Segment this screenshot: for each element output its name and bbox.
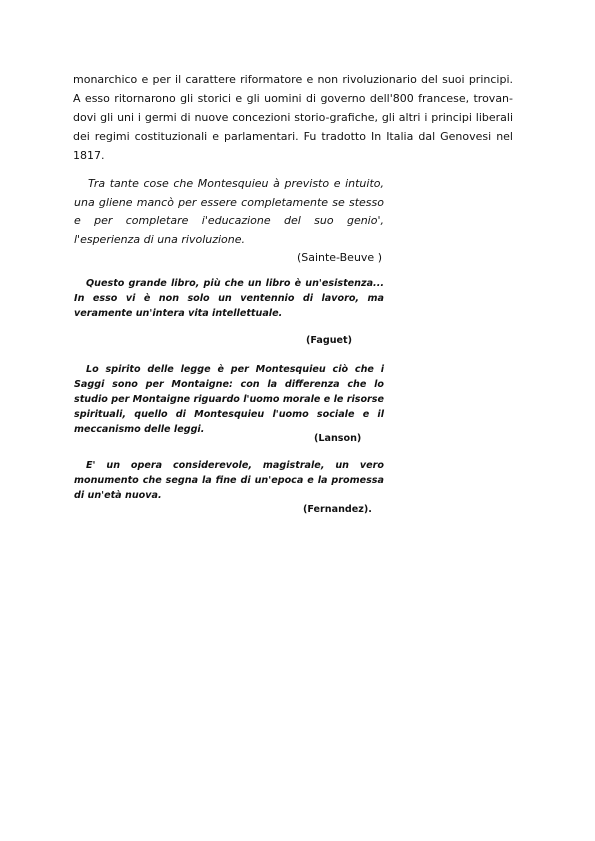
- quote-text: Tra tante cose che Montesquieu à previsto e intuito, una gliene mancò per essere completamente se stesso e per completare i'educazione del suo genio', l'esperienza di una rivoluzione.: [74, 177, 384, 246]
- quote-fernandez: [74, 458, 384, 515]
- quote-author: (Fernandez).: [303, 504, 372, 515]
- quote-author: (Lanson): [314, 433, 362, 444]
- quote-text: E' un opera considerevole, magistrale, un vero monumento che segna la fine di un'epoca e la promessa di un'età nuova.: [74, 460, 384, 501]
- quote-sainte-beuve: [74, 175, 384, 268]
- quote-faguet: [74, 276, 384, 346]
- intro-paragraph: monarchico e per il carattere riformatore e non rivoluzionario del suoi principi. A esso ritornarono gli storici e gli uomini di governo dell'800 francese, trovan-dovi gli uni i germi di nuove concezioni storio-grafiche, gli altri i principi liberali dei regimi costituzionali e parlamentari. Fu tradotto In Italia dal Genovesi nel 1817.: [73, 73, 513, 162]
- quote-text: Lo spirito delle legge è per Montesquieu ciò che i Saggi sono per Montaigne: con la differenza che lo studio per Montaigne riguardo l'uomo morale e le risorse spirituali, quello di Montesquieu l'uomo sociale e il meccanismo delle leggi.: [74, 364, 384, 435]
- quote-author: (Sainte-Beuve ): [296, 251, 382, 264]
- quote-lanson: [74, 362, 384, 444]
- quote-author: (Faguet): [306, 335, 353, 346]
- quote-text: Questo grande libro, più che un libro è un'esistenza... In esso vi è non solo un ventennio di lavoro, ma veramente un'intera vita intellettuale.: [74, 278, 384, 319]
